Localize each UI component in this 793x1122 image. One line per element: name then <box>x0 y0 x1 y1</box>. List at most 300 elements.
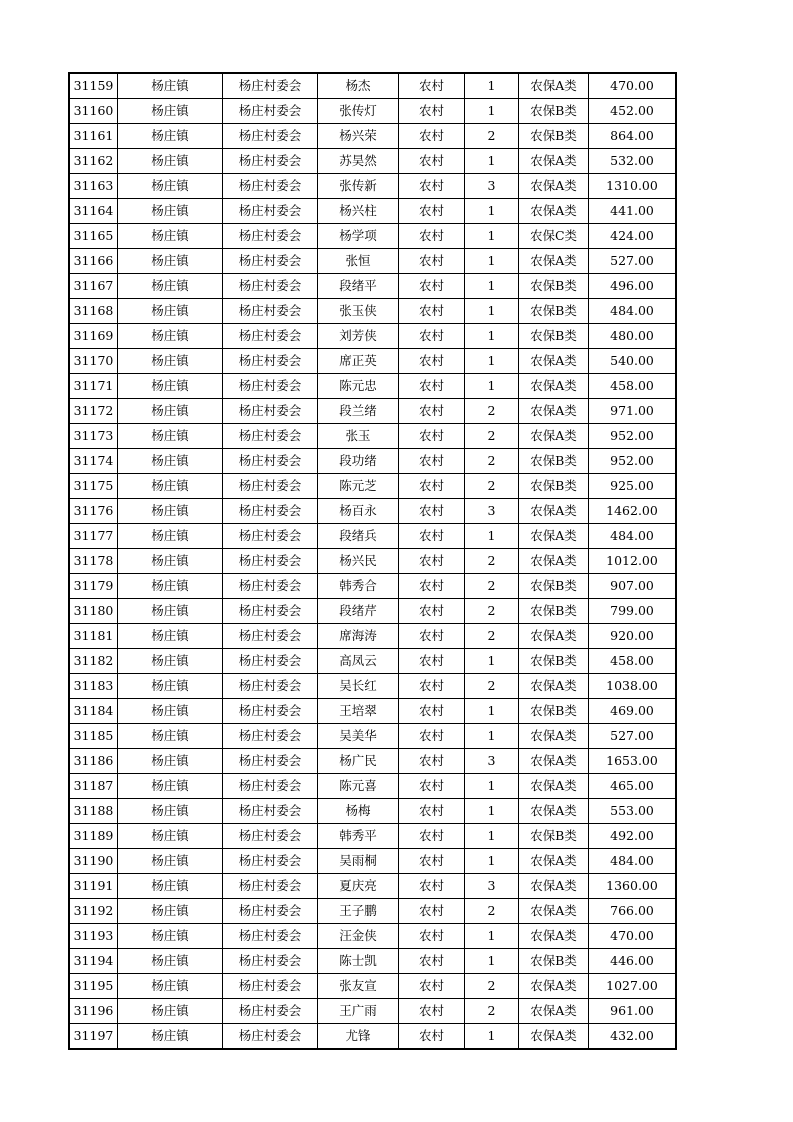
cell-name: 张恒 <box>318 249 399 274</box>
cell-category: 农保B类 <box>519 299 589 324</box>
cell-committee: 杨庄村委会 <box>223 974 318 999</box>
cell-amount: 961.00 <box>589 999 677 1024</box>
cell-name: 汪金侠 <box>318 924 399 949</box>
cell-committee: 杨庄村委会 <box>223 449 318 474</box>
cell-id: 31169 <box>69 324 118 349</box>
cell-count: 1 <box>465 299 519 324</box>
cell-category: 农保A类 <box>519 149 589 174</box>
cell-area: 农村 <box>399 599 465 624</box>
cell-category: 农保B类 <box>519 324 589 349</box>
cell-amount: 432.00 <box>589 1024 677 1050</box>
cell-area: 农村 <box>399 749 465 774</box>
cell-town: 杨庄镇 <box>118 899 223 924</box>
cell-category: 农保A类 <box>519 799 589 824</box>
cell-category: 农保B类 <box>519 449 589 474</box>
cell-name: 杨广民 <box>318 749 399 774</box>
cell-town: 杨庄镇 <box>118 999 223 1024</box>
table-row <box>69 549 676 574</box>
cell-count: 1 <box>465 774 519 799</box>
cell-id: 31183 <box>69 674 118 699</box>
cell-count: 1 <box>465 374 519 399</box>
cell-name: 杨兴柱 <box>318 199 399 224</box>
cell-id: 31187 <box>69 774 118 799</box>
cell-id: 31165 <box>69 224 118 249</box>
cell-id: 31180 <box>69 599 118 624</box>
cell-category: 农保A类 <box>519 674 589 699</box>
cell-name: 杨梅 <box>318 799 399 824</box>
cell-amount: 971.00 <box>589 399 677 424</box>
cell-area: 农村 <box>399 424 465 449</box>
table-row <box>69 774 676 799</box>
cell-count: 1 <box>465 73 519 99</box>
table-row <box>69 849 676 874</box>
cell-committee: 杨庄村委会 <box>223 399 318 424</box>
cell-committee: 杨庄村委会 <box>223 199 318 224</box>
cell-count: 1 <box>465 724 519 749</box>
cell-count: 2 <box>465 124 519 149</box>
cell-category: 农保B类 <box>519 474 589 499</box>
cell-name: 张玉侠 <box>318 299 399 324</box>
cell-category: 农保A类 <box>519 749 589 774</box>
cell-name: 张友宣 <box>318 974 399 999</box>
cell-amount: 532.00 <box>589 149 677 174</box>
table-row <box>69 999 676 1024</box>
cell-area: 农村 <box>399 999 465 1024</box>
cell-count: 2 <box>465 399 519 424</box>
cell-committee: 杨庄村委会 <box>223 999 318 1024</box>
table-row <box>69 799 676 824</box>
cell-category: 农保A类 <box>519 499 589 524</box>
table-row <box>69 124 676 149</box>
table-row <box>69 149 676 174</box>
cell-amount: 484.00 <box>589 524 677 549</box>
cell-committee: 杨庄村委会 <box>223 474 318 499</box>
cell-amount: 920.00 <box>589 624 677 649</box>
cell-name: 席正英 <box>318 349 399 374</box>
cell-amount: 864.00 <box>589 124 677 149</box>
cell-count: 1 <box>465 524 519 549</box>
cell-count: 1 <box>465 149 519 174</box>
table-row <box>69 224 676 249</box>
cell-id: 31174 <box>69 449 118 474</box>
cell-committee: 杨庄村委会 <box>223 774 318 799</box>
cell-town: 杨庄镇 <box>118 274 223 299</box>
cell-area: 农村 <box>399 199 465 224</box>
cell-name: 杨学项 <box>318 224 399 249</box>
cell-count: 1 <box>465 224 519 249</box>
cell-name: 段兰绪 <box>318 399 399 424</box>
cell-count: 3 <box>465 749 519 774</box>
cell-amount: 527.00 <box>589 724 677 749</box>
cell-count: 2 <box>465 424 519 449</box>
cell-area: 农村 <box>399 1024 465 1050</box>
cell-category: 农保A类 <box>519 624 589 649</box>
cell-amount: 441.00 <box>589 199 677 224</box>
cell-committee: 杨庄村委会 <box>223 824 318 849</box>
cell-town: 杨庄镇 <box>118 424 223 449</box>
cell-amount: 470.00 <box>589 73 677 99</box>
cell-town: 杨庄镇 <box>118 374 223 399</box>
cell-count: 2 <box>465 599 519 624</box>
cell-id: 31163 <box>69 174 118 199</box>
cell-town: 杨庄镇 <box>118 649 223 674</box>
cell-category: 农保A类 <box>519 874 589 899</box>
cell-amount: 799.00 <box>589 599 677 624</box>
cell-category: 农保A类 <box>519 524 589 549</box>
cell-area: 农村 <box>399 73 465 99</box>
cell-area: 农村 <box>399 949 465 974</box>
cell-count: 1 <box>465 649 519 674</box>
table-row <box>69 724 676 749</box>
cell-town: 杨庄镇 <box>118 874 223 899</box>
cell-committee: 杨庄村委会 <box>223 499 318 524</box>
cell-committee: 杨庄村委会 <box>223 674 318 699</box>
cell-count: 3 <box>465 874 519 899</box>
cell-amount: 492.00 <box>589 824 677 849</box>
cell-count: 1 <box>465 349 519 374</box>
cell-area: 农村 <box>399 524 465 549</box>
cell-name: 段绪兵 <box>318 524 399 549</box>
cell-area: 农村 <box>399 799 465 824</box>
cell-committee: 杨庄村委会 <box>223 799 318 824</box>
cell-amount: 484.00 <box>589 299 677 324</box>
cell-committee: 杨庄村委会 <box>223 874 318 899</box>
cell-count: 1 <box>465 949 519 974</box>
cell-count: 1 <box>465 924 519 949</box>
cell-name: 吴长红 <box>318 674 399 699</box>
table-row <box>69 73 676 99</box>
cell-area: 农村 <box>399 224 465 249</box>
cell-amount: 952.00 <box>589 424 677 449</box>
cell-committee: 杨庄村委会 <box>223 224 318 249</box>
cell-category: 农保A类 <box>519 924 589 949</box>
cell-town: 杨庄镇 <box>118 124 223 149</box>
cell-id: 31162 <box>69 149 118 174</box>
cell-count: 1 <box>465 699 519 724</box>
cell-amount: 465.00 <box>589 774 677 799</box>
cell-category: 农保A类 <box>519 774 589 799</box>
cell-committee: 杨庄村委会 <box>223 174 318 199</box>
cell-town: 杨庄镇 <box>118 949 223 974</box>
cell-town: 杨庄镇 <box>118 174 223 199</box>
cell-name: 韩秀合 <box>318 574 399 599</box>
cell-name: 张传灯 <box>318 99 399 124</box>
table-row <box>69 449 676 474</box>
cell-area: 农村 <box>399 874 465 899</box>
cell-area: 农村 <box>399 624 465 649</box>
cell-category: 农保B类 <box>519 699 589 724</box>
cell-id: 31175 <box>69 474 118 499</box>
cell-id: 31194 <box>69 949 118 974</box>
cell-committee: 杨庄村委会 <box>223 849 318 874</box>
cell-town: 杨庄镇 <box>118 399 223 424</box>
cell-count: 2 <box>465 474 519 499</box>
cell-name: 杨百永 <box>318 499 399 524</box>
cell-town: 杨庄镇 <box>118 849 223 874</box>
cell-committee: 杨庄村委会 <box>223 949 318 974</box>
cell-name: 王培翠 <box>318 699 399 724</box>
cell-area: 农村 <box>399 349 465 374</box>
cell-name: 陈元忠 <box>318 374 399 399</box>
cell-committee: 杨庄村委会 <box>223 924 318 949</box>
cell-committee: 杨庄村委会 <box>223 299 318 324</box>
cell-count: 2 <box>465 549 519 574</box>
cell-count: 1 <box>465 824 519 849</box>
cell-category: 农保B类 <box>519 824 589 849</box>
table-row <box>69 99 676 124</box>
table-row <box>69 374 676 399</box>
cell-area: 农村 <box>399 824 465 849</box>
cell-town: 杨庄镇 <box>118 224 223 249</box>
cell-id: 31184 <box>69 699 118 724</box>
cell-town: 杨庄镇 <box>118 474 223 499</box>
cell-area: 农村 <box>399 149 465 174</box>
cell-category: 农保A类 <box>519 349 589 374</box>
table-row <box>69 474 676 499</box>
cell-count: 1 <box>465 199 519 224</box>
cell-area: 农村 <box>399 474 465 499</box>
cell-amount: 1310.00 <box>589 174 677 199</box>
cell-category: 农保B类 <box>519 649 589 674</box>
cell-category: 农保A类 <box>519 899 589 924</box>
cell-name: 张传新 <box>318 174 399 199</box>
cell-amount: 484.00 <box>589 849 677 874</box>
table-row <box>69 499 676 524</box>
cell-id: 31181 <box>69 624 118 649</box>
cell-amount: 458.00 <box>589 374 677 399</box>
cell-id: 31186 <box>69 749 118 774</box>
cell-town: 杨庄镇 <box>118 99 223 124</box>
table-row <box>69 349 676 374</box>
table-row <box>69 199 676 224</box>
cell-category: 农保A类 <box>519 974 589 999</box>
cell-count: 3 <box>465 174 519 199</box>
cell-amount: 469.00 <box>589 699 677 724</box>
cell-amount: 1360.00 <box>589 874 677 899</box>
cell-town: 杨庄镇 <box>118 924 223 949</box>
cell-town: 杨庄镇 <box>118 599 223 624</box>
cell-count: 2 <box>465 674 519 699</box>
cell-category: 农保A类 <box>519 849 589 874</box>
cell-town: 杨庄镇 <box>118 699 223 724</box>
cell-id: 31166 <box>69 249 118 274</box>
cell-town: 杨庄镇 <box>118 73 223 99</box>
cell-committee: 杨庄村委会 <box>223 349 318 374</box>
table-row <box>69 874 676 899</box>
cell-category: 农保B类 <box>519 574 589 599</box>
cell-category: 农保B类 <box>519 99 589 124</box>
cell-town: 杨庄镇 <box>118 524 223 549</box>
cell-amount: 1462.00 <box>589 499 677 524</box>
cell-area: 农村 <box>399 249 465 274</box>
cell-town: 杨庄镇 <box>118 499 223 524</box>
cell-amount: 766.00 <box>589 899 677 924</box>
cell-count: 1 <box>465 249 519 274</box>
cell-id: 31178 <box>69 549 118 574</box>
records-table-body <box>69 73 676 1049</box>
cell-committee: 杨庄村委会 <box>223 424 318 449</box>
cell-id: 31190 <box>69 849 118 874</box>
table-row <box>69 299 676 324</box>
cell-id: 31170 <box>69 349 118 374</box>
cell-area: 农村 <box>399 574 465 599</box>
cell-town: 杨庄镇 <box>118 1024 223 1050</box>
cell-id: 31179 <box>69 574 118 599</box>
cell-committee: 杨庄村委会 <box>223 724 318 749</box>
cell-committee: 杨庄村委会 <box>223 524 318 549</box>
cell-id: 31177 <box>69 524 118 549</box>
cell-id: 31192 <box>69 899 118 924</box>
cell-id: 31185 <box>69 724 118 749</box>
cell-town: 杨庄镇 <box>118 149 223 174</box>
records-table <box>68 72 677 1050</box>
cell-area: 农村 <box>399 124 465 149</box>
table-row <box>69 649 676 674</box>
cell-amount: 1038.00 <box>589 674 677 699</box>
cell-category: 农保B类 <box>519 124 589 149</box>
cell-committee: 杨庄村委会 <box>223 124 318 149</box>
cell-id: 31197 <box>69 1024 118 1050</box>
cell-committee: 杨庄村委会 <box>223 374 318 399</box>
cell-amount: 1027.00 <box>589 974 677 999</box>
cell-committee: 杨庄村委会 <box>223 699 318 724</box>
cell-town: 杨庄镇 <box>118 449 223 474</box>
cell-category: 农保A类 <box>519 174 589 199</box>
table-row <box>69 974 676 999</box>
cell-amount: 1012.00 <box>589 549 677 574</box>
cell-area: 农村 <box>399 724 465 749</box>
cell-area: 农村 <box>399 674 465 699</box>
table-row <box>69 424 676 449</box>
cell-town: 杨庄镇 <box>118 974 223 999</box>
cell-committee: 杨庄村委会 <box>223 1024 318 1050</box>
table-row <box>69 599 676 624</box>
cell-id: 31160 <box>69 99 118 124</box>
cell-committee: 杨庄村委会 <box>223 749 318 774</box>
cell-id: 31167 <box>69 274 118 299</box>
cell-area: 农村 <box>399 924 465 949</box>
cell-name: 韩秀平 <box>318 824 399 849</box>
cell-category: 农保B类 <box>519 949 589 974</box>
cell-name: 夏庆亮 <box>318 874 399 899</box>
table-row <box>69 699 676 724</box>
cell-town: 杨庄镇 <box>118 199 223 224</box>
cell-amount: 496.00 <box>589 274 677 299</box>
table-row <box>69 824 676 849</box>
cell-count: 2 <box>465 899 519 924</box>
cell-name: 吴美华 <box>318 724 399 749</box>
cell-category: 农保A类 <box>519 549 589 574</box>
cell-id: 31161 <box>69 124 118 149</box>
table-row <box>69 1024 676 1050</box>
cell-id: 31176 <box>69 499 118 524</box>
table-row <box>69 174 676 199</box>
cell-id: 31196 <box>69 999 118 1024</box>
cell-committee: 杨庄村委会 <box>223 73 318 99</box>
cell-category: 农保C类 <box>519 224 589 249</box>
cell-committee: 杨庄村委会 <box>223 324 318 349</box>
cell-id: 31168 <box>69 299 118 324</box>
cell-town: 杨庄镇 <box>118 749 223 774</box>
cell-id: 31159 <box>69 73 118 99</box>
cell-category: 农保A类 <box>519 424 589 449</box>
cell-id: 31195 <box>69 974 118 999</box>
cell-id: 31182 <box>69 649 118 674</box>
table-row <box>69 274 676 299</box>
cell-town: 杨庄镇 <box>118 724 223 749</box>
cell-area: 农村 <box>399 299 465 324</box>
cell-area: 农村 <box>399 374 465 399</box>
cell-amount: 1653.00 <box>589 749 677 774</box>
cell-name: 段功绪 <box>318 449 399 474</box>
cell-count: 1 <box>465 799 519 824</box>
cell-area: 农村 <box>399 324 465 349</box>
cell-category: 农保B类 <box>519 274 589 299</box>
cell-amount: 424.00 <box>589 224 677 249</box>
table-row <box>69 674 676 699</box>
cell-name: 张玉 <box>318 424 399 449</box>
cell-amount: 527.00 <box>589 249 677 274</box>
cell-area: 农村 <box>399 449 465 474</box>
cell-town: 杨庄镇 <box>118 799 223 824</box>
cell-name: 王子鹏 <box>318 899 399 924</box>
cell-committee: 杨庄村委会 <box>223 574 318 599</box>
cell-area: 农村 <box>399 274 465 299</box>
cell-town: 杨庄镇 <box>118 824 223 849</box>
cell-committee: 杨庄村委会 <box>223 249 318 274</box>
cell-count: 1 <box>465 1024 519 1050</box>
cell-area: 农村 <box>399 174 465 199</box>
cell-town: 杨庄镇 <box>118 349 223 374</box>
cell-count: 2 <box>465 624 519 649</box>
table-row <box>69 524 676 549</box>
cell-area: 农村 <box>399 974 465 999</box>
cell-area: 农村 <box>399 649 465 674</box>
cell-committee: 杨庄村委会 <box>223 599 318 624</box>
cell-id: 31191 <box>69 874 118 899</box>
cell-id: 31188 <box>69 799 118 824</box>
table-row <box>69 749 676 774</box>
cell-town: 杨庄镇 <box>118 674 223 699</box>
cell-committee: 杨庄村委会 <box>223 549 318 574</box>
cell-count: 2 <box>465 574 519 599</box>
cell-committee: 杨庄村委会 <box>223 624 318 649</box>
cell-name: 席海涛 <box>318 624 399 649</box>
cell-name: 段绪芹 <box>318 599 399 624</box>
cell-amount: 470.00 <box>589 924 677 949</box>
cell-count: 1 <box>465 99 519 124</box>
cell-category: 农保A类 <box>519 374 589 399</box>
table-row <box>69 924 676 949</box>
cell-count: 2 <box>465 974 519 999</box>
cell-amount: 540.00 <box>589 349 677 374</box>
cell-town: 杨庄镇 <box>118 574 223 599</box>
cell-amount: 446.00 <box>589 949 677 974</box>
cell-name: 陈元芝 <box>318 474 399 499</box>
cell-count: 1 <box>465 849 519 874</box>
table-row <box>69 624 676 649</box>
cell-name: 段绪平 <box>318 274 399 299</box>
cell-town: 杨庄镇 <box>118 774 223 799</box>
cell-category: 农保A类 <box>519 724 589 749</box>
cell-amount: 907.00 <box>589 574 677 599</box>
cell-count: 3 <box>465 499 519 524</box>
cell-town: 杨庄镇 <box>118 324 223 349</box>
cell-count: 2 <box>465 449 519 474</box>
cell-category: 农保A类 <box>519 73 589 99</box>
cell-area: 农村 <box>399 849 465 874</box>
cell-id: 31193 <box>69 924 118 949</box>
